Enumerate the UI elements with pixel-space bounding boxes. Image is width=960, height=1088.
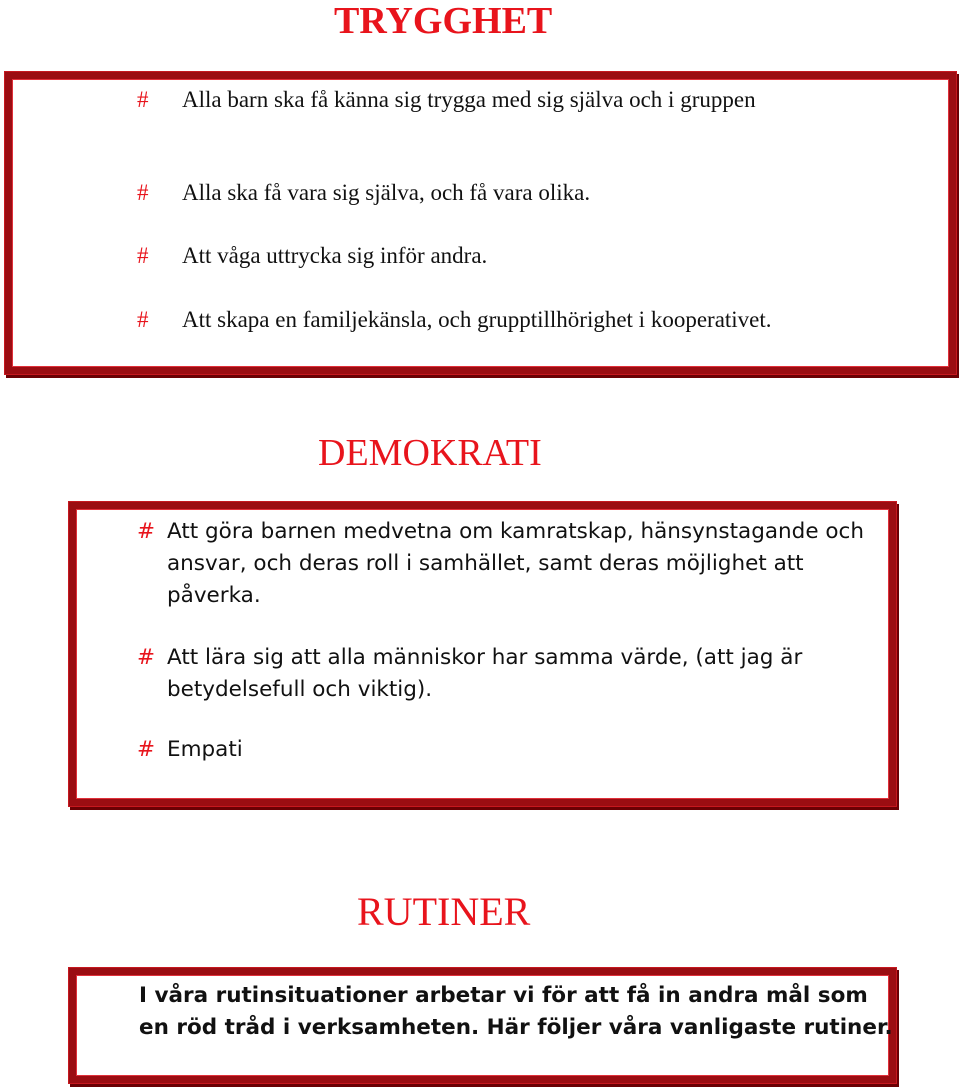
bullet-hash: # bbox=[137, 243, 149, 268]
list-item bbox=[137, 734, 877, 766]
bullet-hash: # bbox=[137, 307, 149, 332]
heading-trygghet: TRYGGHET bbox=[334, 0, 553, 42]
heading-rutiner: RUTINER bbox=[357, 889, 531, 934]
bullet-hash: # bbox=[137, 87, 149, 112]
list-item-text: Empati bbox=[167, 737, 243, 762]
heading-demokrati: DEMOKRATI bbox=[318, 432, 542, 474]
list-item bbox=[137, 642, 877, 706]
rutiner-paragraph: I våra rutinsituationer arbetar vi för att få in andra mål som en röd tråd i verksamheten. Här följer våra vanligaste rutiner. bbox=[139, 983, 893, 1040]
list-item-text: Alla barn ska få känna sig trygga med sig själva och i gruppen bbox=[182, 87, 756, 112]
list-item bbox=[137, 516, 877, 612]
bullet-hash: # bbox=[137, 180, 149, 205]
list-item-text: Att våga uttrycka sig inför andra. bbox=[182, 243, 488, 268]
list-item-text: Att lära sig att alla människor har samma värde, (att jag är betydelsefull och viktig). bbox=[167, 645, 803, 702]
list-item bbox=[137, 84, 857, 115]
bullet-hash: # bbox=[137, 519, 156, 544]
list-item-text: Att skapa en familjekänsla, och grupptillhörighet i kooperativet. bbox=[182, 307, 772, 332]
bullet-hash: # bbox=[137, 645, 156, 670]
list-item-text: Att göra barnen medvetna om kamratskap, hänsynstagande och ansvar, och deras roll i samhället, samt deras möjlighet att påverka. bbox=[167, 519, 864, 608]
list-item bbox=[137, 240, 857, 271]
bullet-hash: # bbox=[137, 737, 156, 762]
list-item bbox=[137, 177, 857, 208]
list-item bbox=[137, 304, 857, 335]
list-item-text: Alla ska få vara sig själva, och få vara olika. bbox=[182, 180, 591, 205]
